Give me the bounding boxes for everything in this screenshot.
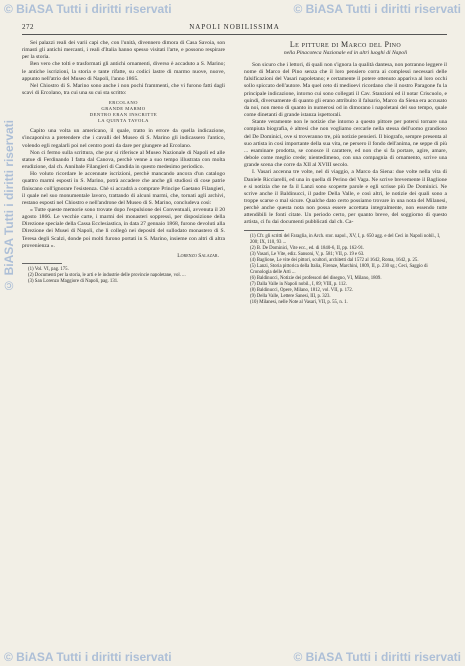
footnote: (9) Della Valle, Lettere Sanesi, III, p. 323. [250,293,331,299]
page-number: 272 [22,23,34,31]
footnote: (7) Dalla Valle in Napoli nobil., I, 89; VIII, p. 112. [250,281,347,287]
inscription-line: GRANDE MARMO [101,106,146,112]
paragraph: Capito una volta un americano, il quale, tratto in errore da quella indicazione, s'incaponiva a pretendere che i cavalli del Museo di S. Marino gli indicassero l'antico, volendo egli regalarli poi nel centro posti da dare per giungere ad Ercolano. [22,128,225,149]
paragraph: Ben vero che tolti e trasformati gli antichi ornamenti, diverso è accaduto a S. Marino; le antiche iscrizioni, la storia e tante rifatte, su codici lastre di marmo nuove, nuove, appunto nell'atrio del Museo di Napoli, l'anno 1865. [22,61,225,82]
watermark-bottom [4,650,461,664]
footnote: (10) Milanesi, nelle Note al Vasari, VII, p. 55, n. 1. [250,299,348,305]
footnote: (8) Baldinucci, Opere, Milano, 1812, vol. VII, p. 172. [250,287,354,293]
footnote: (6) Baldinucci, Notizie dei professori del disegno, VI, Milano, 1809. [250,275,382,281]
footnote: (3) San Lorenzo Maggiore di Napoli, pag. 131. [28,278,119,284]
footnote: (4) Baglione, Le vite dei pittori, scultori, architetti dal 1572 al 1642, Roma, 1642, p. 25. [250,257,419,263]
inscription-line: ERCOLANO [108,100,138,106]
paragraph: Ho voluto ricordare le accennate iscrizioni, perchè mancando ancora d'un catalogo quattro marmi esposti in S. Marino, potrà accadere che anche gli studiosi di cose patrie finiscano coll'ignorare l'esistenza. Chè si accadrà a comprare Principe Gaetano Filangieri, il quale nel suo monumentale lavoro, trattando di alcuni marmi, che, tornati agli archivi, restano esposti nel Chiostro e nell'androne del Museo di S. Marino, concludeva così: [22,171,225,206]
watermark-text: © BiASA Tutti i diritti riservati [4,650,172,664]
text-columns [22,40,447,638]
right-column [244,40,447,638]
footnote: (1) Vol. VI, pag. 175. [28,266,69,272]
inscription-line: LA QUINTA TAVOLA [98,118,149,124]
watermark-top [4,2,461,16]
article-title: Le pitture di Marco del Pino [289,40,402,49]
footnote: (5) Lanzi, Storia pittorica della Italia, Firenze, Marchini, 1809, II, p. 230 sg.; Ceci, Saggio di Cronologia delle Arti ... [250,263,428,275]
article-subtitle: nella Pinacoteca Nazionale ed in altri luoghi di Napoli [283,50,408,56]
footnote: (2) Documenti per la storia, le arti e le industrie delle provincie napoletane, vol. ... [28,272,186,278]
page-header [22,20,447,35]
paragraph: Non ci fermo sulla scrittura, che pur si riferisce al Museo Nazionale di Napoli ed alle statue di Ferdinando I fatta dal Canova, perchè venne a suo tempo illustrata con molta erudizione, dal ch. Annibale Filangieri di Candida in questo medesimo periodico. [22,149,225,171]
paragraph: « Tutte queste memorie sono trovate dopo l'espulsione dei Conventuali, avvenuta il 20 agosto 1866. Le vecchie carte, i marmi dei monasteri soppressi, per disposizione della Direzione speciale della Cassa Ecclesiastica, in data 27 gennaio 1868, furono devoluti alla Direzione dei Musei di Napoli, che li collegò nei depositi del sullodato monastero di S. Teresa degli Scalzi, donde poi molti furono portati in S. Marino, insieme con altri di altra provenienza ». [22,206,225,249]
running-title: NAPOLI NOBILISSIMA [189,23,280,31]
author-signature: Lorenzo Salazar. [177,252,219,259]
left-column [22,40,225,638]
paragraph: I. Vasari accenna tre volte, nel di viaggio, a Marco da Siena: due volte nella vita di Daniele Ricciarelli, ed una in quella di Perino del Vaga. Ne scrive brevemente il Baglione e si notizia che ne fa il Lanzi sono scoperte parole e egli scrisse più De Dominici. Ne scrive anche il Baldinucci, il padre Della Valle, e così altri, le notizie dei quali sono a troppe scarse o mal sicure. Qualche dato certo possiamo trovare in una nota del Milanesi, perchè anche questa nota non possa essere accettata integralmente, non essendo tutte attendibili le fonti citate. Un periodo certo, per quanto breve, del soggiorno di questo artista, ci fu dai documenti pubblicati dal ch. Ca- [244,169,447,226]
paragraph: Stante veramente non le notizie che intorno a questo pittore per potersi tornare una compiuta biografia, è altresì che non vogliamo cercarle nella stessa dell'uomo grandioso del De Dominici, ove si troveranno tre, più notizie pensieri. Il biografo, sempre presenta al suo artista in così importante della sua vita, ne persero il fondo dell'anima, ne seppe di più ... esaminare prodotta, se conosce il carattere, ed non che si fa portare, agire, amare, debole come meglio crede; nientedimeno, con una compagnia di ornamento, scrive una grande scena che corre da XII al XVIII secolo. [244,119,447,169]
inscription-line: DENTRO ERAN INSCRITTE [89,112,158,118]
watermark-text: © BiASA Tutti i diritti riservati [293,650,461,664]
paragraph: Nel Chiostro di S. Marino sono anche i non pochi frammenti, che vi furono fatti dagli scavi di Ercolano, tra cui una su cui sta scritto: [22,82,225,97]
document-page [22,20,447,638]
footnote-rule [22,263,62,264]
inscription-block [22,100,225,124]
paragraph: Sei palazzi reali dei varii capi che, con l'unità, divennero dimora di Casa Savoia, son rimasti gli antichi mercanti, i reali d'Italia hanno spesso visitati l'arte, e possono respirare per la storia. [22,40,225,61]
paragraph: Son sicuro che i lettori, di quali non s'ignora la qualità dantesa, non potranno leggere il nome di Marco del Pino senza che il loro pensiero corra ai complessi necessari delle falsificazioni del Vasari napoletano; e certamente il potere ottenuto appariva al loro occhi sollo spiccato dell'autore. Ma quel ceto di medioevi ricordano che il nostro Paragone fu la principale indicazione, intorno cui sono collegati il Cav. Stanzioni ed il notar Criscuolo, e quindi, diversamente di quanto gli erano attribuito il falsario, Marco da Siena era accusato da noi, non meno di quanto in numerosi od in dimorano i napoletani del suo tempo, quale come dinetanti di grande istanza ispettorali. [244,62,447,119]
footnote: (2) B. De Dominici, Vite ecc., ed. di 1840-6, II, pp. 162-91. [250,245,365,251]
footnote: (3) Vasari, Le Vite, ediz. Sansoni, V, p. 581; VII, p. 19 e 63. [250,251,365,257]
watermark-side: © BiASA Tutti i diritti riservati [2,120,16,293]
footnote: (1) Cfr. gli scritti del Faraglia, in Arch. stor. napol., XV, I, p. 650 agg. e del Ceci in Napoli nobil., I, 200; IX, 110, 93 ... [250,233,441,245]
watermark-text: © BiASA Tutti i diritti riservati [293,2,461,16]
watermark-text: © BiASA Tutti i diritti riservati [4,2,172,16]
footnote-rule [244,230,284,231]
